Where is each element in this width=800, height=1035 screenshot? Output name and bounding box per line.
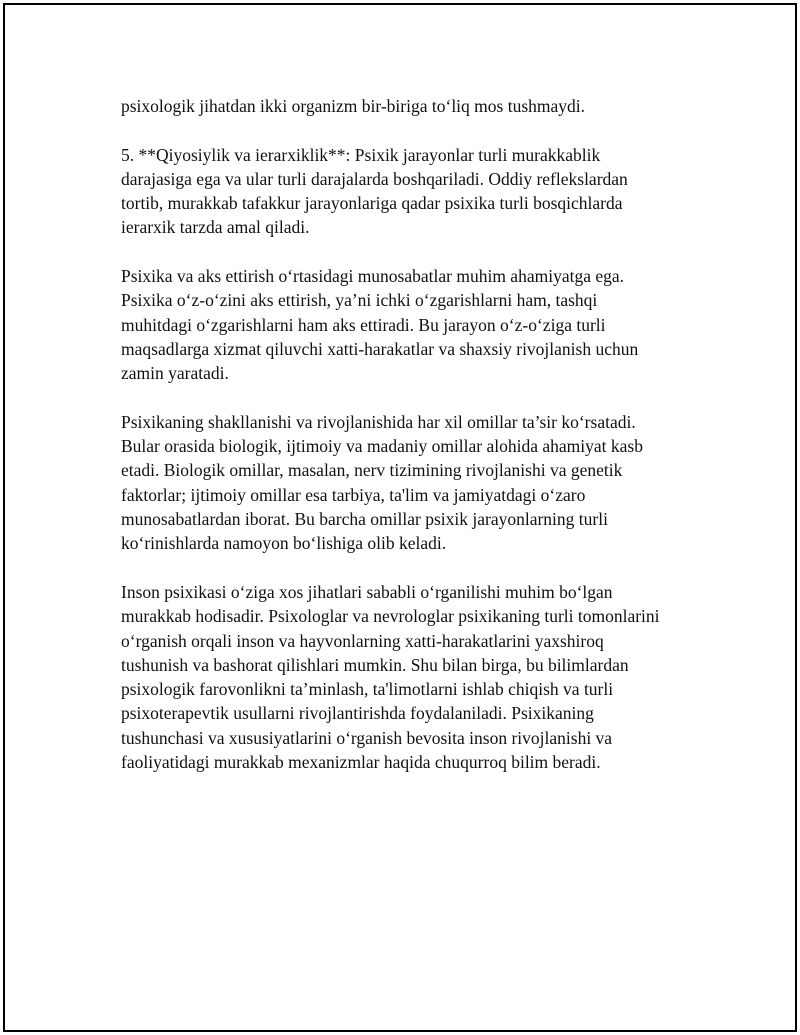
text-line: maqsadlarga xizmat qiluvchi xatti-harakatlar va shaxsiy rivojlanish uchun [121,338,639,359]
text-line: etadi. Biologik omillar, masalan, nerv tizimining rivojlanishi va genetik [121,460,623,481]
text-line: Psixika o‘z-o‘zini aks ettirish, ya’ni ichki o‘zgarishlarni ham, tashqi [121,290,598,311]
text-line: Inson psixikasi o‘ziga xos jihatlari sababli o‘rganilishi muhim bo‘lgan [121,581,613,602]
text-line: Psixikaning shakllanishi va rivojlanishida har xil omillar ta’sir ko‘rsatadi. [121,411,636,432]
text-line: faktorlar; ijtimoiy omillar esa tarbiya, ta'lim va jamiyatdagi o‘zaro [121,484,586,505]
text-line: ierarxik tarzda amal qiladi. [121,217,310,238]
paragraph-2 [121,143,721,240]
paragraph-3 [121,264,721,385]
text-line: 5. **Qiyosiylik va ierarxiklik**: Psixik jarayonlar turli murakkablik [121,144,601,165]
text-line: Bular orasida biologik, ijtimoiy va madaniy omillar alohida ahamiyat kasb [121,436,643,457]
text-line: ko‘rinishlarda namoyon bo‘lishiga olib keladi. [121,533,447,554]
text-line: darajasiga ega va ular turli darajalarda boshqariladi. Oddiy reflekslardan [121,168,628,189]
text-line: murakkab hodisadir. Psixologlar va nevrologlar psixikaning turli tomonlarini [121,606,660,627]
text-line: psixologik jihatdan ikki organizm bir-biriga to‘liq mos tushmaydi. [121,96,585,116]
text-line: o‘rganish orqali inson va hayvonlarning xatti-harakatlarini yaxshiroq [121,630,604,651]
document-body [121,94,721,799]
paragraph-1 [121,94,721,118]
paragraph-5 [121,580,721,774]
text-line: zamin yaratadi. [121,363,229,384]
paragraph-4 [121,410,721,556]
text-line: psixologik farovonlikni ta’minlash, ta'limotlarni ishlab chiqish va turli [121,679,614,700]
text-line: tortib, murakkab tafakkur jarayonlariga qadar psixika turli bosqichlarda [121,193,623,214]
text-line: tushunchasi va xususiyatlarini o‘rganish bevosita inson rivojlanishi va [121,727,613,748]
text-line: tushunish va bashorat qilishlari mumkin. Shu bilan birga, bu bilimlardan [121,654,629,675]
text-line: psixoterapevtik usullarni rivojlantirishda foydalaniladi. Psixikaning [121,703,594,724]
page-frame [3,3,797,1032]
text-line: Psixika va aks ettirish o‘rtasidagi munosabatlar muhim ahamiyatga ega. [121,266,624,287]
text-line: muhitdagi o‘zgarishlarni ham aks ettiradi. Bu jarayon o‘z-o‘ziga turli [121,314,606,335]
text-line: faoliyatidagi murakkab mexanizmlar haqida chuqurroq bilim beradi. [121,752,601,773]
text-line: munosabatlardan iborat. Bu barcha omillar psixik jarayonlarning turli [121,509,608,530]
